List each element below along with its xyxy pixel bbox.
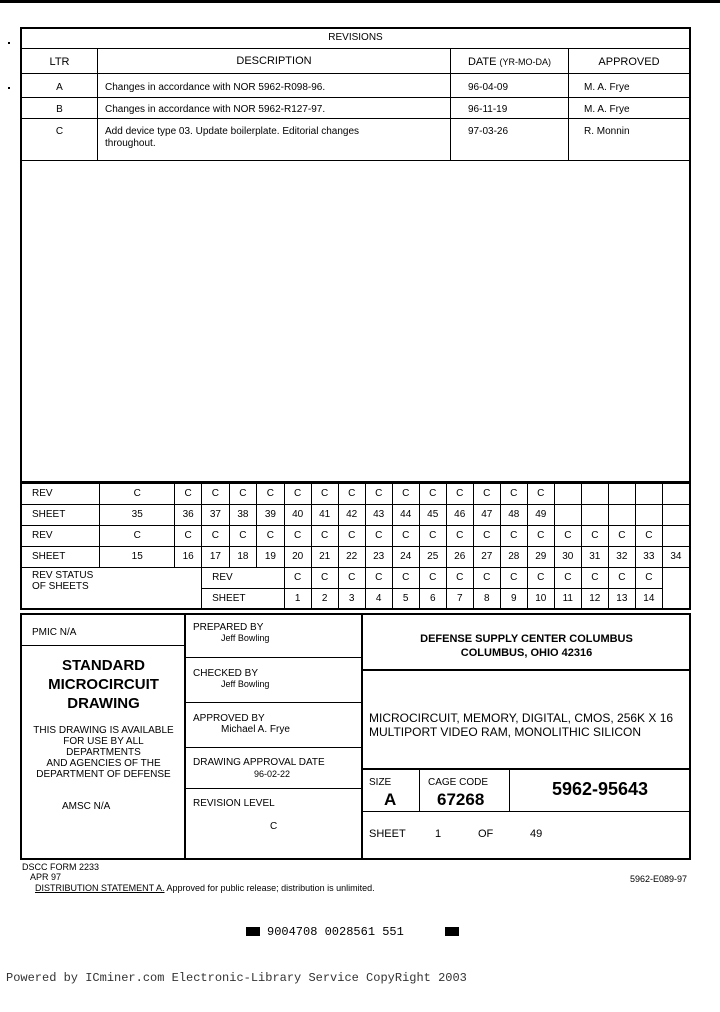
availability-line: AND AGENCIES OF THE (46, 758, 161, 769)
status-grid-cell: C (392, 483, 419, 504)
status-grid-cell: 25 (419, 546, 446, 567)
approved-label: APPROVED BY (193, 713, 265, 724)
status-grid-cell: 5 (392, 588, 419, 609)
size-value: A (384, 790, 397, 809)
revision-level-label: REVISION LEVEL (193, 798, 275, 809)
status-grid-cell: C (473, 483, 500, 504)
status-grid-cell: C (175, 525, 202, 546)
status-grid-cell: 26 (446, 546, 473, 567)
status-grid-cell: 42 (338, 504, 365, 525)
header-ltr: LTR (49, 56, 70, 68)
status-grid-cell (662, 525, 690, 546)
checked-label: CHECKED BY (193, 668, 259, 679)
status-grid-cell: 46 (446, 504, 473, 525)
revision-approved: R. Monnin (584, 126, 630, 137)
status-grid-cell: 18 (229, 546, 257, 567)
status-grid-cell: C (311, 483, 338, 504)
revision-description: Changes in accordance with NOR 5962-R098-96. (105, 82, 326, 93)
revisions-box (20, 27, 691, 483)
status-grid-row-label: REV (21, 525, 100, 546)
drawing-number: 5962-95643 (551, 779, 649, 799)
status-grid-row (21, 525, 690, 546)
status-grid-cell: C (311, 525, 338, 546)
status-grid-cell: 27 (473, 546, 500, 567)
top-border (0, 0, 720, 3)
status-grid-cell: 13 (608, 588, 635, 609)
status-grid-cell: C (419, 483, 446, 504)
status-grid-cell: C (338, 483, 365, 504)
status-grid-cell: 2 (311, 588, 338, 609)
status-grid-cell: C (446, 525, 473, 546)
status-grid-row-label: SHEET (21, 546, 100, 567)
divider (22, 118, 689, 119)
status-grid-cell: 9 (500, 588, 527, 609)
sheet-value: 1 (435, 828, 442, 840)
revision-date: 97-03-26 (468, 126, 509, 137)
std-title-line: STANDARD (61, 657, 146, 674)
divider (22, 97, 689, 98)
status-grid-row (21, 483, 690, 504)
status-grid-cell: C (257, 525, 285, 546)
cage-code-value: 67268 (437, 790, 485, 809)
status-grid-row-label: REV (202, 567, 285, 588)
powered-by-line: Powered by ICminer.com Electronic-Library Service CopyRight 2003 (6, 971, 467, 985)
amsc-label: AMSC N/A (62, 801, 111, 812)
revision-approved: M. A. Frye (584, 104, 630, 115)
status-grid-cell (581, 504, 608, 525)
status-grid-cell: C (392, 567, 419, 588)
status-grid-cell: 47 (473, 504, 500, 525)
status-grid-cell: C (100, 525, 175, 546)
status-grid-row (21, 504, 690, 525)
status-grid-cell: 43 (365, 504, 392, 525)
status-grid-cell: 23 (365, 546, 392, 567)
status-grid-cell: 33 (635, 546, 662, 567)
status-grid-cell: C (473, 525, 500, 546)
revision-date: 96-04-09 (468, 82, 509, 93)
status-grid-cell: 37 (202, 504, 230, 525)
status-grid-cell: 12 (581, 588, 608, 609)
status-grid-cell: 8 (473, 588, 500, 609)
status-grid-cell: 38 (229, 504, 257, 525)
size-label: SIZE (369, 777, 392, 788)
status-grid-cell (554, 504, 581, 525)
status-grid-row-label: SHEET (202, 588, 285, 609)
barcode-text: 9004708 0028561 551 (267, 925, 404, 939)
divider (186, 657, 362, 658)
status-grid-cell: C (446, 567, 473, 588)
status-grid-cell: 34 (662, 546, 690, 567)
status-grid-cell: C (311, 567, 338, 588)
pmic-label: PMIC N/A (32, 627, 77, 638)
status-grid-cell (635, 504, 662, 525)
divider (22, 160, 689, 161)
revision-date: 96-11-19 (468, 104, 508, 115)
status-grid-cell: 17 (202, 546, 230, 567)
of-label: OF (478, 828, 494, 840)
status-grid-cell: C (202, 525, 230, 546)
status-grid-cell: 7 (446, 588, 473, 609)
status-grid-cell: C (392, 525, 419, 546)
divider (22, 73, 689, 74)
status-grid-cell: C (527, 525, 554, 546)
divider (363, 669, 690, 671)
distribution-label: DISTRIBUTION STATEMENT A. (35, 883, 165, 893)
status-grid-cell: C (338, 525, 365, 546)
status-grid-cell: 28 (500, 546, 527, 567)
sheet-label: SHEET (369, 828, 406, 840)
approved-name: Michael A. Frye (221, 724, 290, 735)
header-date-label: DATE (467, 56, 497, 68)
status-grid-cell: 3 (338, 588, 365, 609)
of-sheets-text: OF SHEETS (32, 580, 89, 592)
status-grid-cell: 16 (175, 546, 202, 567)
status-grid-cell (608, 483, 635, 504)
status-grid-cell: C (365, 525, 392, 546)
divider (419, 770, 420, 812)
agency-address: COLUMBUS, OHIO 42316 (460, 647, 593, 659)
rev-status-label (21, 567, 202, 609)
status-grid-cell: 11 (554, 588, 581, 609)
form-date: APR 97 (30, 872, 62, 882)
status-grid-cell: C (202, 483, 230, 504)
status-grid-cell: C (608, 525, 635, 546)
agency-name: DEFENSE SUPPLY CENTER COLUMBUS (420, 633, 633, 645)
status-grid-cell: C (365, 483, 392, 504)
rev-status-text: REV STATUS (32, 569, 94, 581)
revision-description: Changes in accordance with NOR 5962-R127-97. (105, 104, 326, 115)
status-grid-cell: 48 (500, 504, 527, 525)
status-grid-cell: C (554, 525, 581, 546)
status-grid-cell: 45 (419, 504, 446, 525)
drawing-description: MICROCIRCUIT, MEMORY, DIGITAL, CMOS, 256K X 16 (369, 711, 674, 725)
status-grid-cell: C (229, 525, 257, 546)
status-grid-cell: 35 (100, 504, 175, 525)
status-grid-cell: 44 (392, 504, 419, 525)
divider (22, 48, 689, 49)
margin-dot (8, 42, 10, 44)
status-grid-cell: C (635, 567, 662, 588)
status-grid-cell: C (500, 567, 527, 588)
revision-ltr: A (56, 82, 63, 93)
std-title-line: DRAWING (67, 695, 140, 712)
divider (363, 768, 690, 770)
status-grid-cell: 22 (338, 546, 365, 567)
status-grid-cell: 36 (175, 504, 202, 525)
barcode-block-left (246, 927, 260, 936)
status-grid-cell: C (500, 525, 527, 546)
status-grid-cell: 14 (635, 588, 662, 609)
status-grid-cell: 10 (527, 588, 554, 609)
divider (186, 788, 362, 789)
status-grid-cell: C (554, 567, 581, 588)
status-grid-cell (635, 483, 662, 504)
prepared-name: Jeff Bowling (221, 633, 270, 643)
status-grid-cell (662, 504, 690, 525)
checked-name: Jeff Bowling (221, 679, 270, 689)
status-grid-row-label: REV (21, 483, 100, 504)
status-grid-row (21, 567, 690, 588)
status-grid-cell: 41 (311, 504, 338, 525)
revision-approved: M. A. Frye (584, 82, 630, 93)
status-grid-cell: 32 (608, 546, 635, 567)
status-grid-cell: 20 (284, 546, 311, 567)
status-grid-cell: C (175, 483, 202, 504)
revision-level: C (270, 821, 278, 832)
status-grid-cell: 40 (284, 504, 311, 525)
status-grid-cell: C (581, 525, 608, 546)
status-grid-cell: 19 (257, 546, 285, 567)
status-grid-cell: 24 (392, 546, 419, 567)
header-description: DESCRIPTION (236, 55, 312, 67)
status-grid-cell: 29 (527, 546, 554, 567)
status-grid-cell (581, 483, 608, 504)
status-grid-cell: 30 (554, 546, 581, 567)
divider (22, 645, 185, 646)
revisions-title: REVISIONS (328, 32, 383, 43)
barcode-block-right (445, 927, 459, 936)
form-number: DSCC FORM 2233 (22, 862, 100, 872)
status-grid-cell: 6 (419, 588, 446, 609)
status-grid-cell: C (365, 567, 392, 588)
status-grid-cell: C (419, 525, 446, 546)
header-approved: APPROVED (598, 56, 660, 68)
header-date-format: (YR-MO-DA) (499, 57, 552, 67)
status-grid-cell (662, 483, 690, 504)
status-grid-row-label: SHEET (21, 504, 100, 525)
status-grid-cell: C (446, 483, 473, 504)
revision-ltr: B (56, 104, 63, 115)
status-grid-cell: C (581, 567, 608, 588)
status-grid-cell: 39 (257, 504, 285, 525)
divider (186, 747, 362, 748)
status-grid-cell: 4 (365, 588, 392, 609)
status-grid-cell: C (527, 483, 554, 504)
status-grid-cell (554, 483, 581, 504)
approval-date: 96-02-22 (254, 769, 291, 779)
divider (186, 702, 362, 703)
divider (363, 811, 690, 812)
status-grid-cell: C (635, 525, 662, 546)
revision-ltr: C (55, 126, 64, 137)
status-grid-cell: C (284, 483, 311, 504)
status-grid-table (20, 482, 691, 610)
status-grid-cell: C (419, 567, 446, 588)
availability-line: FOR USE BY ALL (63, 736, 144, 747)
availability-line: DEPARTMENTS (66, 747, 141, 758)
distribution-statement (35, 883, 375, 893)
prepared-label: PREPARED BY (193, 622, 264, 633)
std-title-line: MICROCIRCUIT (48, 676, 159, 693)
status-grid-cell: 49 (527, 504, 554, 525)
revision-description: Add device type 03. Update boilerplate. Editorial changes throughout. (105, 126, 360, 149)
status-grid-cell: C (527, 567, 554, 588)
status-grid-cell: C (284, 525, 311, 546)
status-grid-cell: C (608, 567, 635, 588)
status-grid-cell: C (284, 567, 311, 588)
of-value: 49 (530, 828, 543, 840)
status-grid-cell: C (338, 567, 365, 588)
header-date (451, 56, 568, 68)
status-grid-cell: 15 (100, 546, 175, 567)
status-grid-row (21, 546, 690, 567)
distribution-text: Approved for public release; distribution is unlimited. (166, 883, 375, 893)
doc-code: 5962-E089-97 (630, 874, 688, 884)
status-grid-cell: C (473, 567, 500, 588)
cage-code-label: CAGE CODE (428, 777, 489, 788)
status-grid-cell: C (500, 483, 527, 504)
approval-date-label: DRAWING APPROVAL DATE (193, 757, 325, 768)
status-grid-cell: 21 (311, 546, 338, 567)
drawing-description: MULTIPORT VIDEO RAM, MONOLITHIC SILICON (369, 725, 642, 739)
status-grid-cell (608, 504, 635, 525)
status-grid-cell: C (100, 483, 175, 504)
availability-line: THIS DRAWING IS AVAILABLE (33, 725, 174, 736)
margin-dot (8, 87, 10, 89)
status-grid-cell: 1 (284, 588, 311, 609)
status-grid-cell: 31 (581, 546, 608, 567)
status-grid-cell: C (257, 483, 285, 504)
status-grid (20, 482, 691, 610)
status-grid-cell: C (229, 483, 257, 504)
availability-line: DEPARTMENT OF DEFENSE (36, 769, 171, 780)
